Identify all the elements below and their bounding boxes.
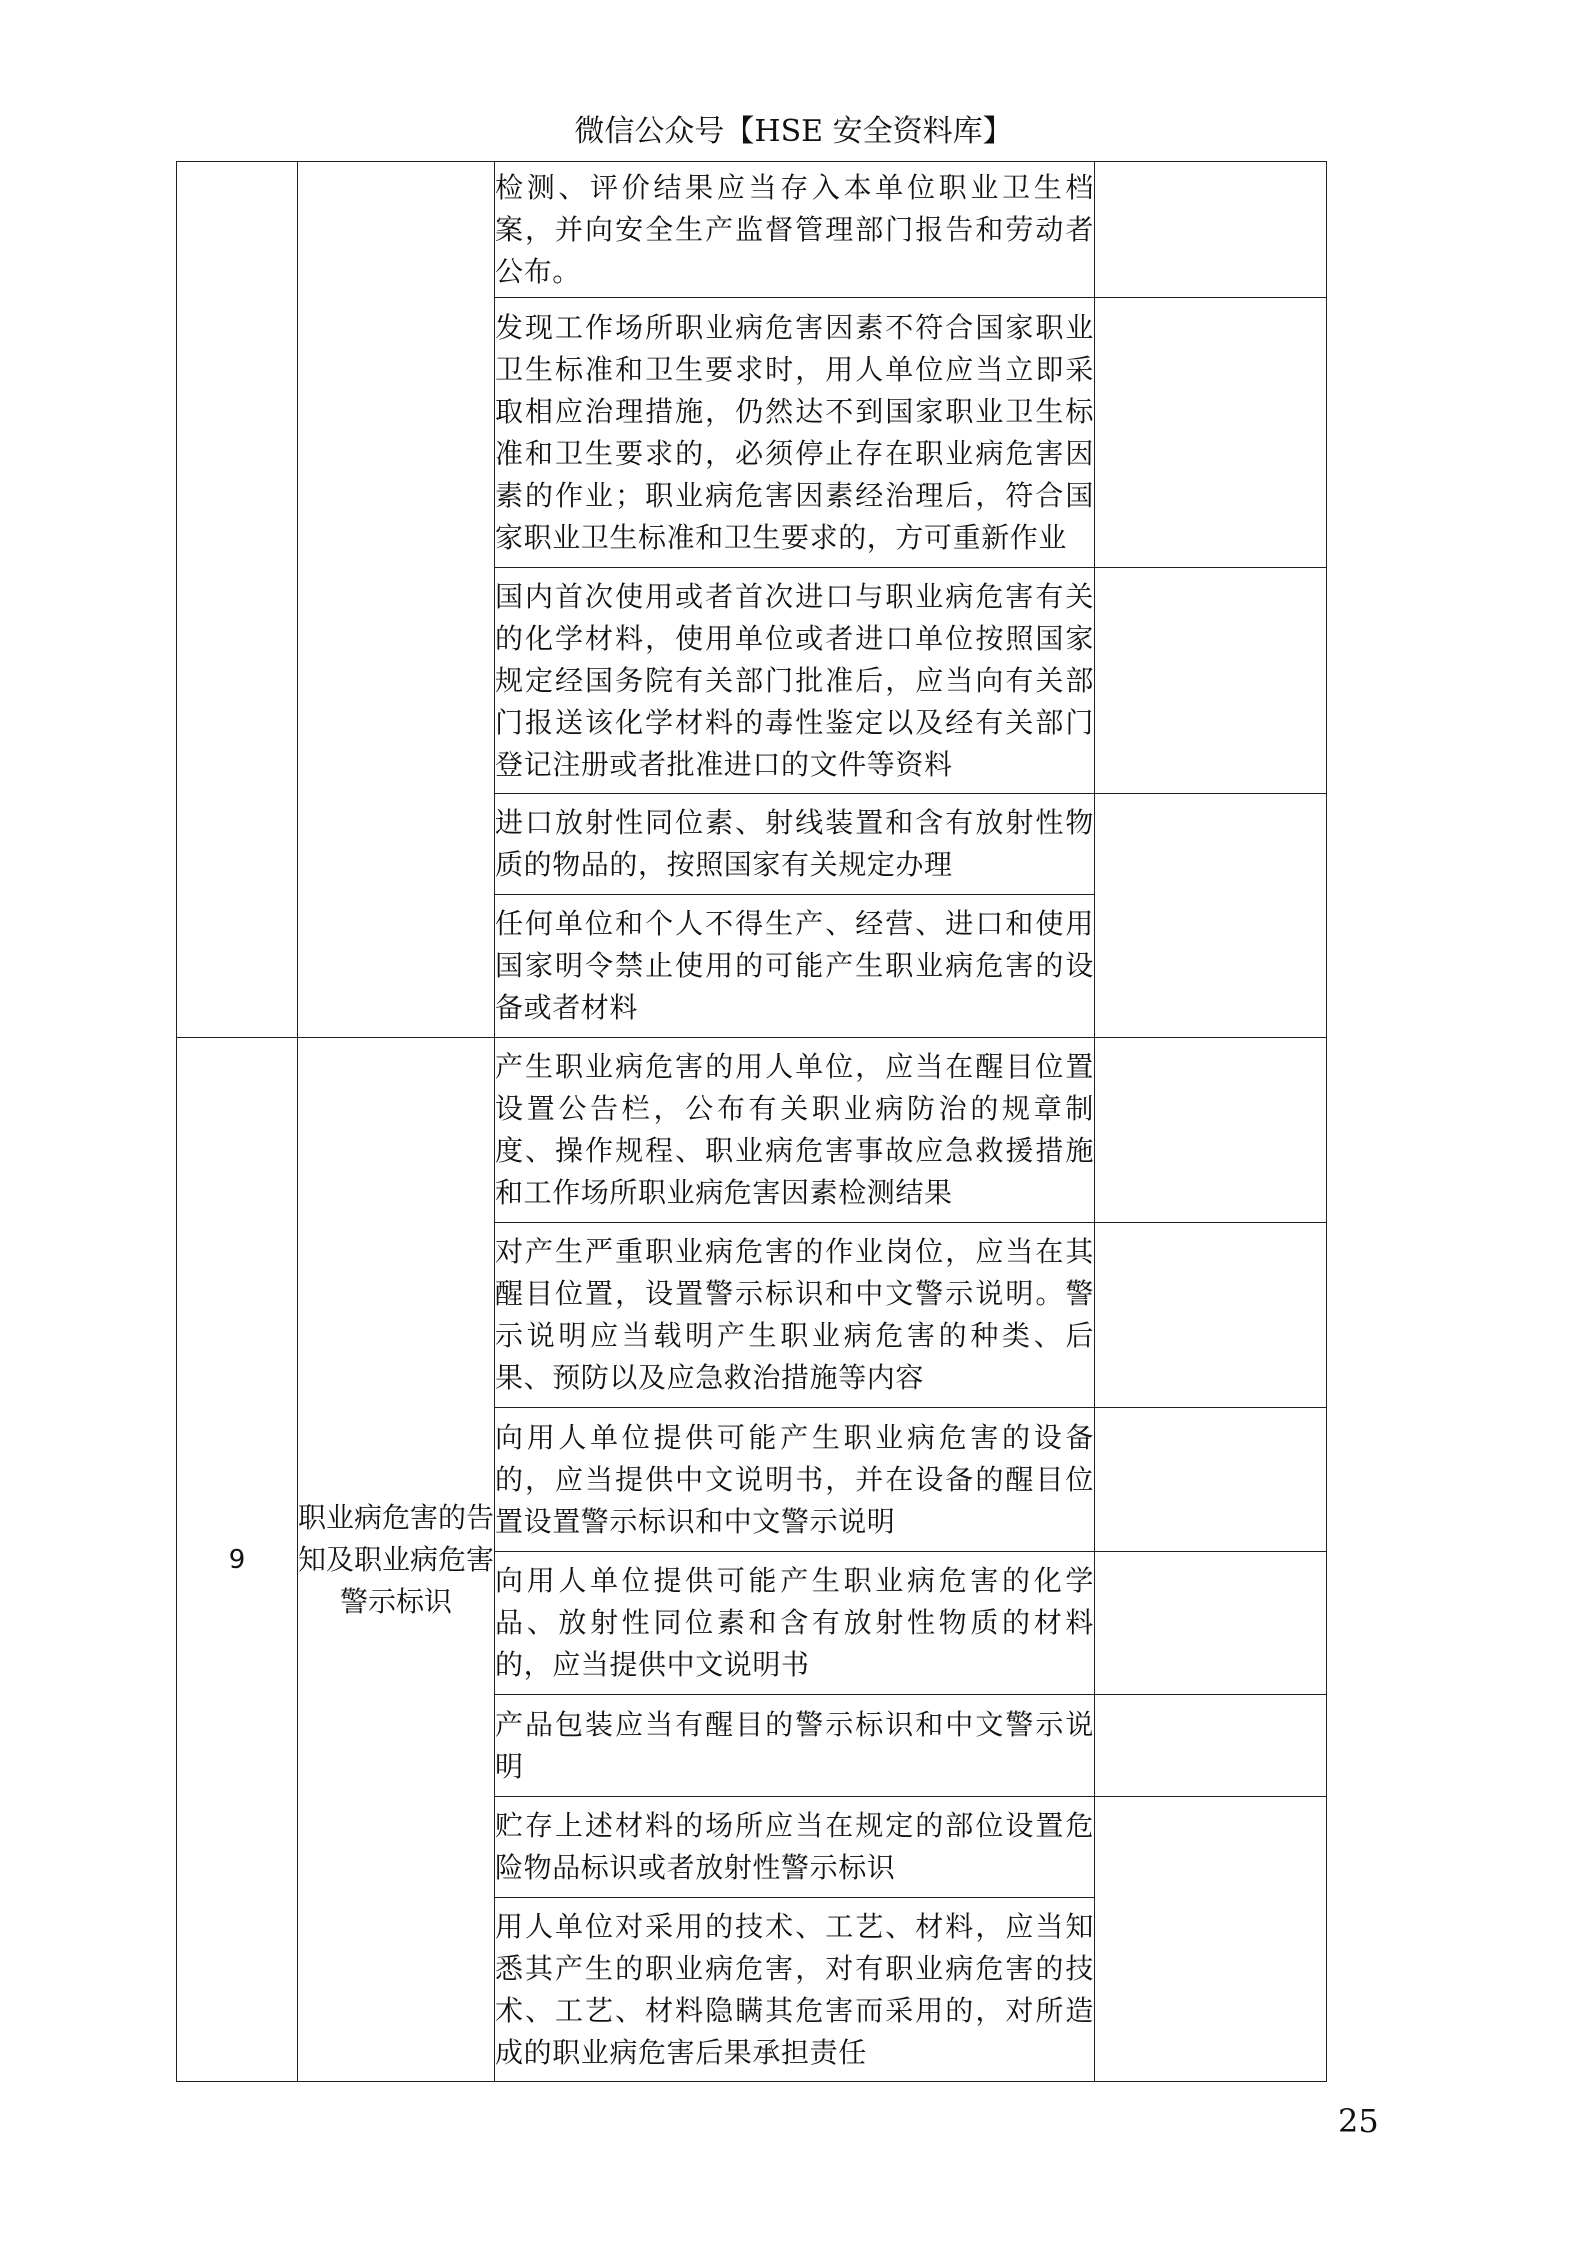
item-text: 对产生严重职业病危害的作业岗位，应当在其醒目位置，设置警示标识和中文警示说明。警示说明应当载明产生职业病危害的种类、后果、预防以及应急救治措施等内容 <box>495 1223 1095 1408</box>
item-text: 任何单位和个人不得生产、经营、进口和使用国家明令禁止使用的可能产生职业病危害的设备或者材料 <box>495 895 1095 1038</box>
check-cell[interactable] <box>1095 1552 1327 1695</box>
check-cell[interactable] <box>1095 298 1327 568</box>
item-text: 产生职业病危害的用人单位，应当在醒目位置设置公告栏，公布有关职业病防治的规章制度、操作规程、职业病危害事故应急救援措施和工作场所职业病危害因素检测结果 <box>495 1038 1095 1223</box>
item-text: 产品包装应当有醒目的警示标识和中文警示说明 <box>495 1695 1095 1797</box>
item-text: 国内首次使用或者首次进口与职业病危害有关的化学材料，使用单位或者进口单位按照国家规定经国务院有关部门批准后，应当向有关部门报送该化学材料的毒性鉴定以及经有关部门登记注册或者批准进口的文件等资料 <box>495 568 1095 794</box>
check-cell[interactable] <box>1095 1223 1327 1408</box>
page-number: 25 <box>1338 2102 1379 2140</box>
item-category: 职业病危害的告知及职业病危害警示标识 <box>298 1038 495 2082</box>
item-text: 用人单位对采用的技术、工艺、材料，应当知悉其产生的职业病危害，对有职业病危害的技术、工艺、材料隐瞒其危害而采用的，对所造成的职业病危害后果承担责任 <box>495 1898 1095 2082</box>
item-text: 进口放射性同位素、射线装置和含有放射性物质的物品的，按照国家有关规定办理 <box>495 794 1095 895</box>
check-cell[interactable] <box>1095 162 1327 298</box>
category-cell-empty <box>298 162 495 1038</box>
check-cell[interactable] <box>1095 568 1327 794</box>
item-text: 向用人单位提供可能产生职业病危害的设备的，应当提供中文说明书，并在设备的醒目位置设置警示标识和中文警示说明 <box>495 1408 1095 1552</box>
check-cell[interactable] <box>1095 794 1327 1038</box>
item-text: 向用人单位提供可能产生职业病危害的化学品、放射性同位素和含有放射性物质的材料的，应当提供中文说明书 <box>495 1552 1095 1695</box>
table-row <box>177 1038 1327 1223</box>
page-header: 微信公众号【HSE 安全资料库】 <box>574 114 1013 149</box>
item-text: 检测、评价结果应当存入本单位职业卫生档案，并向安全生产监督管理部门报告和劳动者公布。 <box>495 162 1095 298</box>
check-cell[interactable] <box>1095 1038 1327 1223</box>
item-text: 发现工作场所职业病危害因素不符合国家职业卫生标准和卫生要求时，用人单位应当立即采取相应治理措施，仍然达不到国家职业卫生标准和卫生要求的，必须停止存在职业病危害因素的作业；职业病危害因素经治理后，符合国家职业卫生标准和卫生要求的，方可重新作业 <box>495 298 1095 568</box>
item-text: 贮存上述材料的场所应当在规定的部位设置危险物品标识或者放射性警示标识 <box>495 1797 1095 1898</box>
table-row <box>177 162 1327 298</box>
item-number: 9 <box>177 1038 298 2082</box>
number-cell-empty <box>177 162 298 1038</box>
check-cell[interactable] <box>1095 1797 1327 2082</box>
inspection-table <box>176 161 1327 2082</box>
check-cell[interactable] <box>1095 1408 1327 1552</box>
check-cell[interactable] <box>1095 1695 1327 1797</box>
